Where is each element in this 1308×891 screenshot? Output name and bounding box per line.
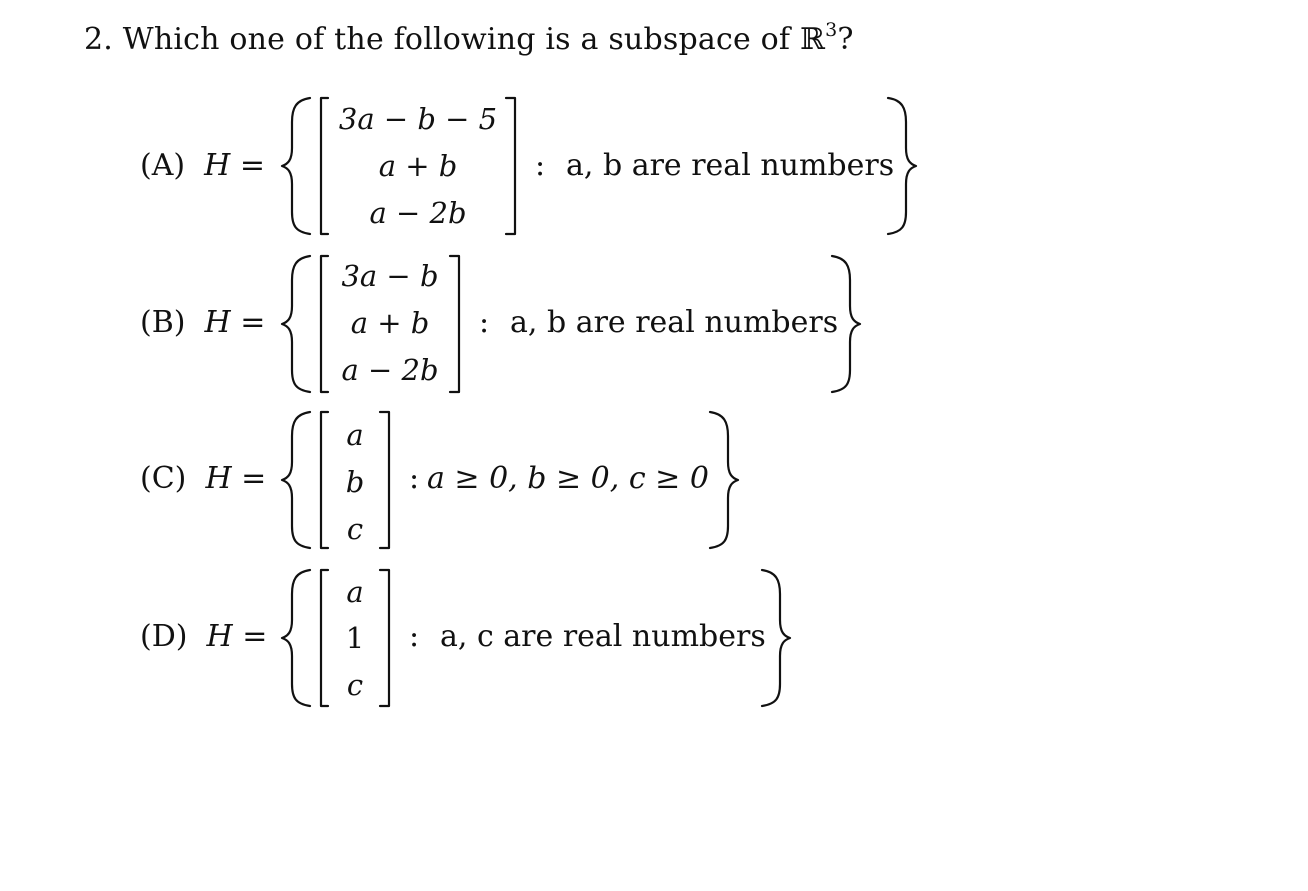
option-d-left-brace (282, 570, 310, 706)
option-d-right-bracket (380, 570, 389, 706)
option-d-equals: = (242, 619, 268, 654)
option-d-right-brace (762, 570, 790, 706)
option-a-separator: : (535, 148, 546, 183)
option-d-vector-entry-1: a (346, 575, 364, 609)
option-c-separator: : (409, 461, 420, 496)
question-prompt: Which one of the following is a subspace of (122, 22, 791, 57)
option-b-vector-entry-2: a + b (350, 306, 430, 340)
question-number: 2. (84, 22, 114, 57)
question-end: ? (837, 22, 854, 57)
option-b-separator: : (479, 305, 490, 340)
option-b-set-name: H (204, 305, 231, 340)
space-exponent: 3 (825, 19, 838, 41)
option-c-vector-entry-3: c (346, 512, 364, 546)
option-b-vector-entry-3: a − 2b (341, 353, 439, 387)
option-b-equals: = (240, 305, 266, 340)
option-c-label: (C) (140, 461, 187, 496)
option-d-set-name: H (206, 619, 233, 654)
option-a-vector-entry-1: 3a − b − 5 (338, 102, 498, 136)
option-c-equals: = (241, 461, 267, 496)
option-d-condition: a, c are real numbers (440, 619, 766, 654)
option-a-equals: = (239, 148, 266, 183)
option-c-vector-entry-2: b (345, 465, 365, 499)
option-d-left-bracket (321, 570, 328, 706)
option-a-vector-entry-3: a − 2b (369, 196, 467, 230)
option-a-vector-entry-2: a + b (378, 149, 458, 183)
option-a-label: (A) (140, 148, 186, 183)
option-a-condition: a, b are real numbers (566, 148, 895, 183)
option-d-vector-entry-2: 1 (345, 621, 365, 655)
option-c-condition: a ≥ 0, b ≥ 0, c ≥ 0 (427, 461, 709, 496)
space-symbol: ℝ (799, 22, 826, 57)
option-a-set-name: H (204, 148, 231, 183)
option-d-vector-entry-3: c (346, 668, 364, 702)
option-c-set-name: H (205, 461, 232, 496)
option-b-condition: a, b are real numbers (510, 305, 839, 340)
option-b-label: (B) (140, 305, 186, 340)
option-d-separator: : (409, 619, 420, 654)
option-b-vector-entry-1: 3a − b (341, 259, 439, 293)
option-d-label: (D) (140, 619, 188, 654)
option-c-vector-entry-1: a (346, 418, 364, 452)
